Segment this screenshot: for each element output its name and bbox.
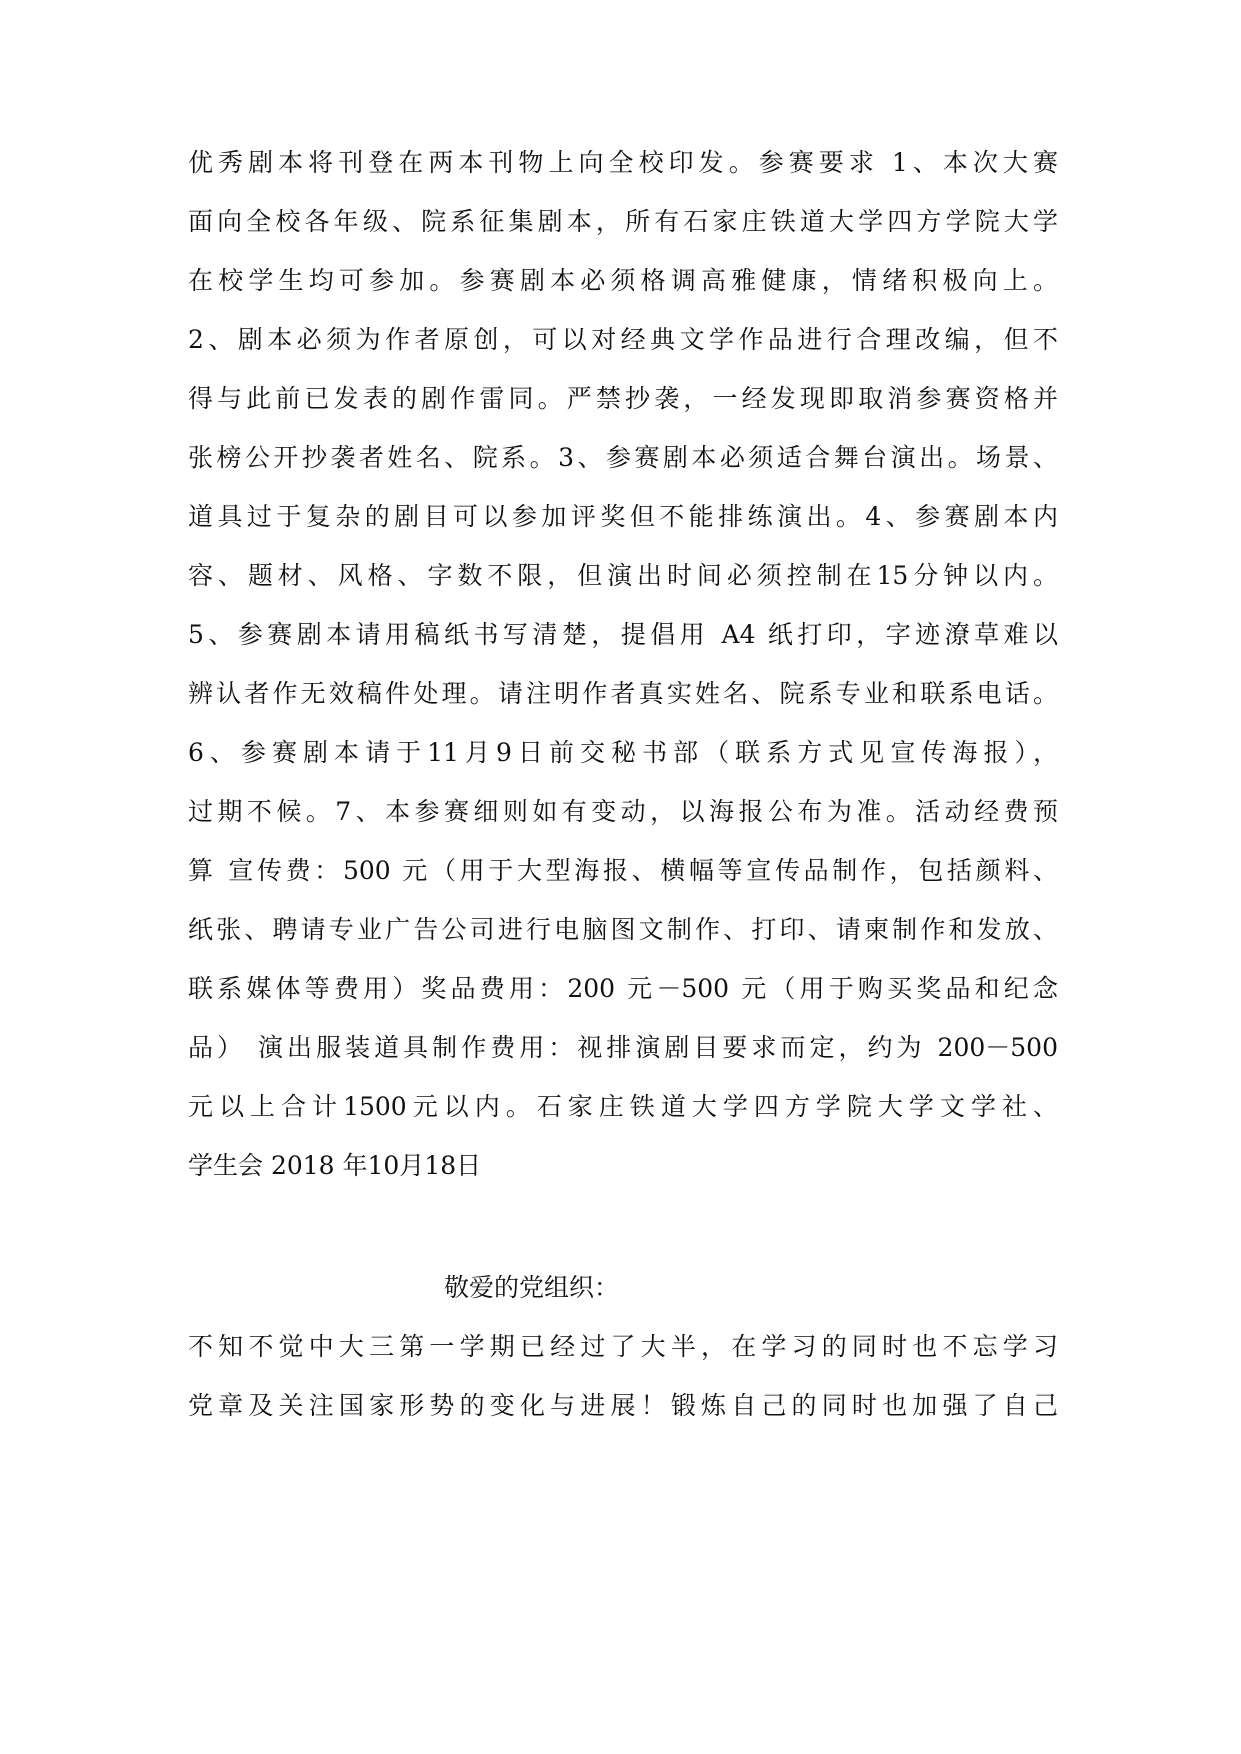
- text-line: 6、参赛剧本请于11月9日前交秘书部（联系方式见宣传海报），: [188, 738, 1058, 767]
- text-line: 元以上合计1500元以内。石家庄铁道大学四方学院大学文学社、: [188, 1092, 1058, 1121]
- text-line: 过期不候。7、本参赛细则如有变动，以海报公布为准。活动经费预: [188, 797, 1058, 826]
- text-line: 张榜公开抄袭者姓名、院系。3、参赛剧本必须适合舞台演出。场景、: [188, 443, 1058, 472]
- text-line: 容、题材、风格、字数不限，但演出时间必须控制在15分钟以内。: [188, 561, 1058, 590]
- text-line: 得与此前已发表的剧作雷同。严禁抄袭，一经发现即取消参赛资格并: [188, 384, 1058, 413]
- text-line: 学生会 2018 年10月18日: [188, 1151, 482, 1180]
- text-line: 不知不觉中大三第一学期已经过了大半，在学习的同时也不忘学习: [188, 1332, 1058, 1361]
- text-line: 算 宣传费：500 元（用于大型海报、横幅等宣传品制作，包括颜料、: [188, 856, 1058, 885]
- text-line: 纸张、聘请专业广告公司进行电脑图文制作、打印、请柬制作和发放、: [188, 915, 1058, 944]
- text-line: 面向全校各年级、院系征集剧本，所有石家庄铁道大学四方学院大学: [188, 207, 1058, 236]
- text-line: 品） 演出服装道具制作费用：视排演剧目要求而定，约为 200－500: [188, 1033, 1058, 1062]
- letter-salutation: 敬爱的党组织：: [444, 1273, 620, 1302]
- text-line: 5、参赛剧本请用稿纸书写清楚，提倡用 A4 纸打印，字迹潦草难以: [188, 620, 1058, 649]
- text-line: 联系媒体等费用）奖品费用：200 元－500 元（用于购买奖品和纪念: [188, 974, 1058, 1003]
- text-line: 辨认者作无效稿件处理。请注明作者真实姓名、院系专业和联系电话。: [188, 679, 1058, 708]
- text-line: 党章及关注国家形势的变化与进展！锻炼自己的同时也加强了自己: [188, 1391, 1058, 1420]
- text-line: 在校学生均可参加。参赛剧本必须格调高雅健康，情绪积极向上。: [188, 266, 1058, 295]
- text-line: 2、剧本必须为作者原创，可以对经典文学作品进行合理改编，但不: [188, 325, 1058, 354]
- text-line: 道具过于复杂的剧目可以参加评奖但不能排练演出。4、参赛剧本内: [188, 502, 1058, 531]
- text-line: 优秀剧本将刊登在两本刊物上向全校印发。参赛要求 1、本次大赛: [188, 148, 1058, 177]
